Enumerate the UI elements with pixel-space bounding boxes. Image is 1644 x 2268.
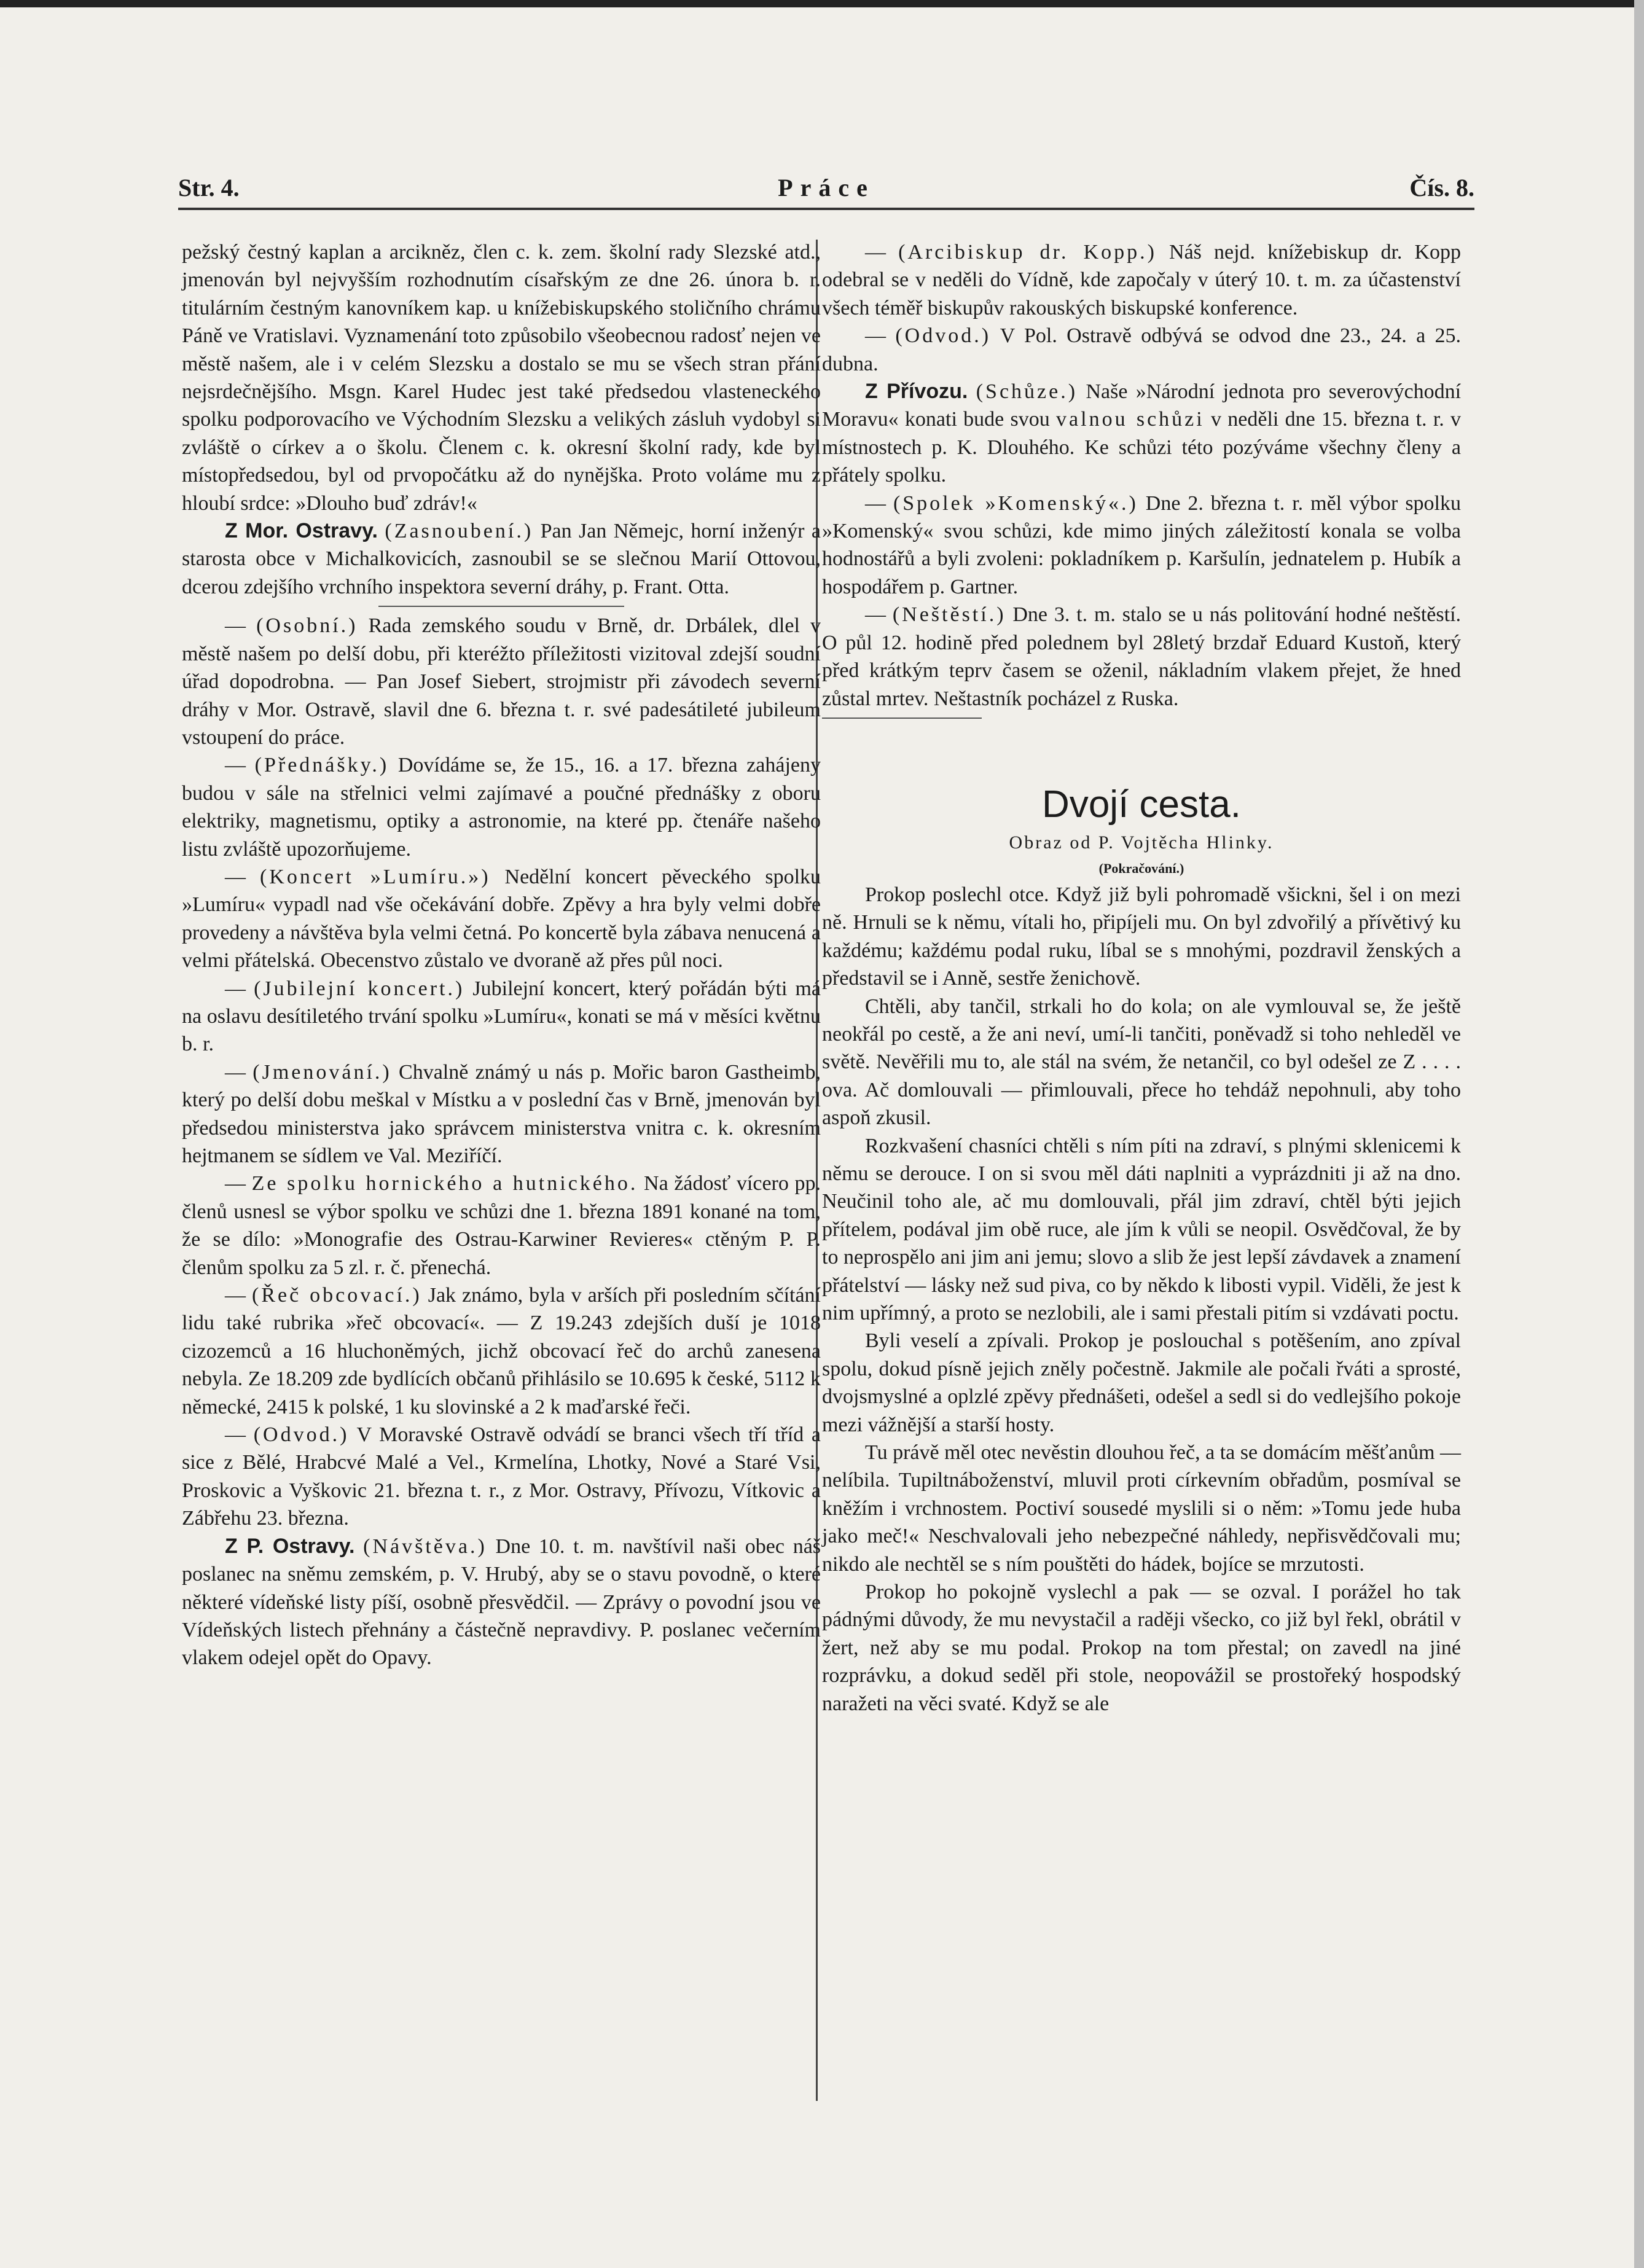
news-item: — (Odvod.) V Moravské Ostravě odvádí se branci všech tří tříd a sice z Bělé, Hrabcvé Malé a Vel., Krmelína, Lhotky, Nové a Staré Vsi, Proskovic a Vyškovic 21. března t. r., z Mor. Ostravy, Přívozu, Vítkovic a Zábřehu 23. března. xyxy=(182,1423,821,1530)
story-subtitle: Obraz od P. Vojtěcha Hlinky. xyxy=(1009,832,1274,853)
news-item: — (Odvod.) V Pol. Ostravě odbývá se odvod dne 23., 24. a 25. dubna. xyxy=(822,324,1462,375)
news-item: pežský čestný kaplan a arcikněz, člen c. k. zem. školní rady Slezské atd., jmenován byl nejvyšším rozhodnutím císařským ze dne 26. února b. r. titulárním čestným kanovníkem kap. u knížebiskupského stoličního chrámu Páně ve Vratislavi. Vyznamenání toto způsobilo všeobecnou radosť nejen ve městě našem, ale i v celém Slezsku a dostalo se mu se všech stran přání nejsrdečnějšího. Msgn. Karel Hudec jest také předsedou vlasteneckého spolku podporovacího ve Východním Slezsku a velikých zásluh vydobyl si zvláště o církev a o školu. Členem c. k. okresní školní rady, kde byl místopředsedou, byl od prvopočátku až do nynějška. Proto voláme mu z hloubí srdce: »Dlouho buď zdráv!« xyxy=(182,241,821,515)
news-item: Z Přívozu. (Schůze.) Naše »Národní jednota pro severovýchodní Moravu« konati bude svou valnou schůzi v neděli dne 15. března t. r. v místnostech p. K. Dlouhého. Ke schůzi této pozýváme všechny členy a přátely spolku. xyxy=(822,380,1462,487)
news-item: — (Jubilejní koncert.) Jubilejní koncert, který pořádán býti má na oslavu desítiletého trvání spolku »Lumíru«, konati se má v měsíci květnu b. r. xyxy=(182,977,821,1056)
story-paragraph: Chtěli, aby tančil, strkali ho do kola; on ale vymlouval se, že ještě neokřál po cestě, a že ani neví, umí-li tančiti, poněvadž si toho nehleděl ve světě. Nevěřili mu to, ale stál na svém, že netančil, co byl odešel ze Z . . . . ova. Ač domlouvali — přimlouvali, přece ho tehdáž nepohnuli, aby toho aspoň zkusil. xyxy=(822,995,1461,1130)
page-number: Str. 4. xyxy=(178,174,240,201)
story-title: Dvojí cesta. xyxy=(1042,783,1241,826)
news-item: — (Koncert »Lumíru.») Nedělní koncert pěveckého spolku »Lumíru« vypadl nad vše očekávání dobře. Zpěvy a hra byly velmi dobře provedeny a návštěva byla velmi četná. Po koncertě byla zábava nenucená a velmi přátelská. Obecenstvo zůstalo ve dvoraně až přes půl noci. xyxy=(182,865,821,972)
news-item: — (Přednášky.) Dovídáme se, že 15., 16. a 17. března zahájeny budou v sále na střelnici velmi zajímavé a poučné přednášky z oboru elektriky, magnetismu, optiky a astronomie, na které pp. čtenáře našeho listu zvláště upozorňujeme. xyxy=(182,754,821,861)
page-header xyxy=(178,171,1474,205)
news-item: — Ze spolku hornického a hutnického. Na žádosť vícero pp. členů usnesl se výbor spolku ve schůzi dne 1. března 1891 konané na tom, že se dílo: »Monografie des Ostrau-Karwiner Revieres« ctěným P. P. členům spolku za 5 zl. r. č. přenechá. xyxy=(182,1172,821,1279)
story-paragraph: Prokop ho pokojně vyslechl a pak — se ozval. I porážel ho tak pádnými důvody, že mu nevystačil a raději všecko, co již byl řekl, obrátil v žert, než aby se mu podal. Prokop na tom přestal; on zavedl na jiné rozprávku, a dokud seděl při stole, neopovážil se prostořeký hospodský naražeti na věci svaté. Když se ale xyxy=(822,1581,1461,1715)
issue-number: Čís. 8. xyxy=(1409,174,1474,201)
story-paragraph: Prokop poslechl otce. Když již byli pohromadě všickni, šel i on mezi ně. Hrnuli se k němu, vítali ho, připíjeli mu. On byl zdvořilý a přívětivý ku každému; každému podal ruku, líbal se s mnohými, pozdravil ženských a představil se i Anně, sestře ženichově. xyxy=(822,883,1461,990)
left-column xyxy=(182,238,821,1672)
newspaper-title: Práce xyxy=(778,174,875,201)
news-item: — (Osobní.) Rada zemského soudu v Brně, dr. Drbálek, dlel v městě našem po delší dobu, při kteréžto příležitosti vizitoval zdejší soudní úřad dopodrobna. — Pan Josef Siebert, strojmistr při závodech severní dráhy v Mor. Ostravě, slavil dne 6. března t. r. své padesátileté jubileum vstoupení do práce. xyxy=(182,614,821,749)
news-item: — (Řeč obcovací.) Jak známo, byla v arších při posledním sčítání lidu také rubrika »řeč obcovací«. — Z 19.243 zdejších duší je 1018 cizozemců a 16 hluchoněmých, jichž obcovací řeč do archů zanesena nebyla. Ze 18.209 zde bydlících občanů přihlásilo se 10.695 k české, 5112 k německé, 2415 k polské, 1 ku slovinské a 2 k maďarské řeči. xyxy=(182,1284,821,1418)
news-item: — (Arcibiskup dr. Kopp.) Náš nejd. knížebiskup dr. Kopp odebral se v neděli do Vídně, kde započaly v úterý 10. t. m. za účastenství všech téměř biskupův rakouských biskupské konference. xyxy=(822,241,1462,319)
separator xyxy=(378,606,624,607)
story-paragraph: Rozkvašení chasníci chtěli s ním píti na zdraví, s plnými sklenicemi k němu se derouce. I on si svou měl dáti naplniti a vyprázdniti ji až na dno. Neučinil toho ale, ač mu domlouvali, přál jim zdraví, chtěl býti jejich přítelem, podával jim obě ruce, ale jím k vůli se neopil. Osvědčoval, že by to neprospělo ani jim ani jemu; slovo a slib že jest lepší závdavek a znamení přátelství — lásky než sud piva, co by někdo k libosti vypil. Viděli, že jest k nim upřímný, a proto se nezlobili, ale i sami přestali pitím si vzdávati poctu. xyxy=(822,1134,1461,1324)
news-item: — (Jmenování.) Chvalně známý u nás p. Mořic baron Gastheimb, který po delší dobu meškal v Místku a v poslední čas v Brně, jmenován byl předsedou ministerstva jako správcem ministerstva vnitra c. k. okresním hejtmanem se sídlem ve Val. Meziříčí. xyxy=(182,1060,821,1167)
separator xyxy=(822,718,982,719)
news-item: Z P. Ostravy. (Návštěva.) Dne 10. t. m. navštívil naši obec náš poslanec na sněmu zemském, p. V. Hrubý, aby se o stavu povodně, o které některé vídeňské listy píší, osobně přesvědčil. — Zprávy o povodní jsou ve Vídeňských listech přehnány a částečně nepravdivy. P. poslanec večerním vlakem odejel opět do Opavy. xyxy=(182,1534,821,1670)
continuation-note: (Pokračování.) xyxy=(1098,860,1184,876)
header-rule xyxy=(178,208,1474,210)
page-right-edge xyxy=(1634,0,1644,2268)
news-item: — (Spolek »Komenský«.) Dne 2. března t. r. měl výbor spolku »Komenský« svou schůzi, kde mimo jiných záležitostí konala se volba hodnostářů a byli zvoleni: pokladníkem p. Karšulín, jednatelem p. Hubík a hospodářem p. Gartner. xyxy=(822,491,1461,598)
right-column xyxy=(822,238,1461,1718)
story-paragraph: Tu právě měl otec nevěstin dlouhou řeč, a ta se domácím měšťanům — nelíbila. Tupiltnáboženství, mluvil proti církevním obřadům, posmíval se kněžím i vrchnostem. Poctiví sousedé myslili si o něm: »Tomu jede huba jako meč!« Neschvalovali jeho nebezpečné náhledy, nepřisvědčovali mu; nikdo ale nechtěl se s ním pouštěti do hádek, bojíce se mrzutosti. xyxy=(822,1441,1461,1576)
news-item: Z Mor. Ostravy. (Zasnoubení.) Pan Jan Němejc, horní inženýr a starosta obce v Michalkovicích, zasnoubil se se slečnou Marií Ottovou, dcerou zdejšího vrchního inspektora severní dráhy, p. Frant. Otta. xyxy=(182,519,821,598)
news-item: — (Neštěstí.) Dne 3. t. m. stalo se u nás politování hodné neštěstí. O půl 12. hodině před polednem byl 28letý brzdař Eduard Kustoň, který před krátkým teprv časem se oženil, nákladním vlakem přejet, že hned zůstal mrtev. Neštastník pocházel z Ruska. xyxy=(822,603,1462,710)
story-paragraph: Byli veselí a zpívali. Prokop je poslouchal s potěšením, ano zpíval spolu, dokud písně jejich zněly počestně. Jakmile ale počali řváti a sprosté, dvojsmyslné a oplzlé zpěvy přednášeti, odešel a sedl si do vedlejšího pokoje mezi vážnější a starší hosty. xyxy=(822,1329,1461,1436)
page-top-edge xyxy=(0,0,1644,7)
